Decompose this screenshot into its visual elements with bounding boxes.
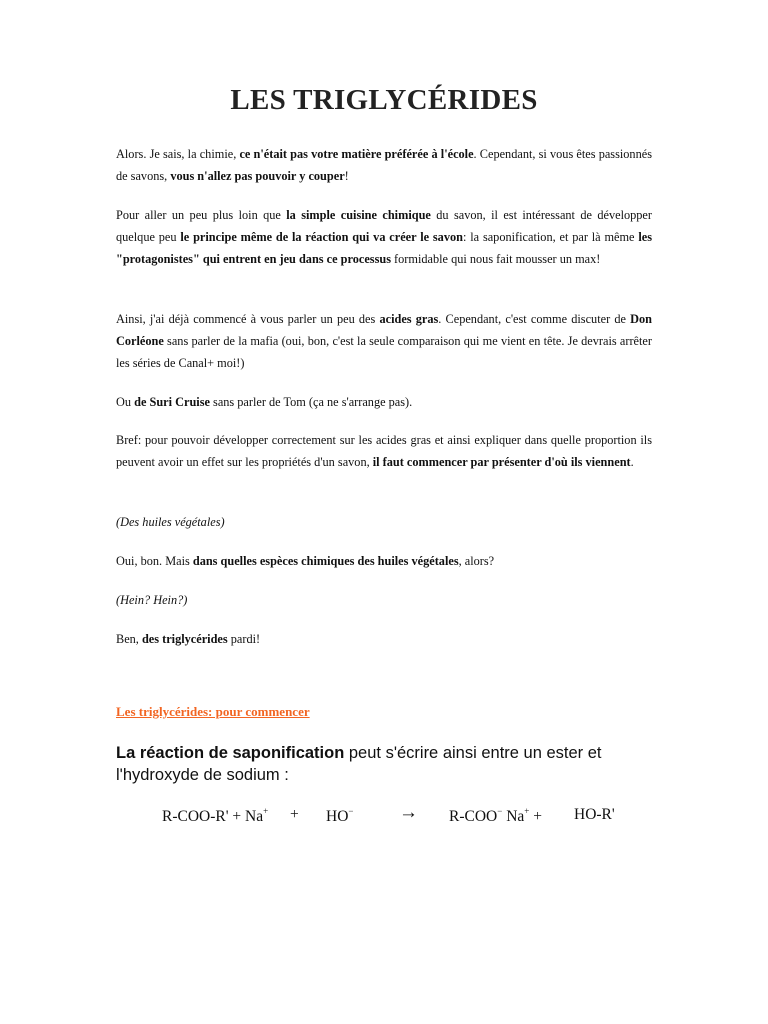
reactant-hydroxide bbox=[326, 806, 353, 826]
product-1-cation: Na bbox=[502, 808, 525, 825]
text-run: sans parler de la mafia (oui, bon, c'est la seule comparaison qui me vient en tête. Je devrais arrêter les séries de Canal+ moi!) bbox=[116, 334, 652, 370]
bold-run: dans quelles espèces chimiques des huiles végétales bbox=[192, 554, 459, 568]
saponification-intro bbox=[116, 742, 656, 786]
product-carboxylate bbox=[449, 806, 542, 826]
reactant-2: HO bbox=[326, 808, 349, 825]
text-run: Alors. Je sais, la chimie, bbox=[116, 147, 240, 161]
product-1: R-COO bbox=[449, 808, 498, 825]
reactant-ester-sodium bbox=[162, 806, 268, 826]
paragraph-3 bbox=[116, 308, 652, 374]
charge-superscript: − bbox=[348, 806, 354, 816]
plus-sign: + bbox=[290, 806, 299, 823]
italic-run: (Des huiles végétales) bbox=[116, 515, 225, 529]
page-title: LES TRIGLYCÉRIDES bbox=[230, 84, 538, 116]
paragraph-7 bbox=[116, 550, 652, 572]
text-run: Ainsi, j'ai déjà commencé à vous parler un peu des bbox=[116, 312, 380, 326]
bold-run: les "protagonistes" qui entrent en jeu dans ce processus bbox=[116, 230, 653, 266]
section-heading: Les triglycérides: pour commencer bbox=[116, 704, 310, 719]
text-run: . Cependant, c'est comme discuter de bbox=[438, 312, 631, 326]
bold-run: vous n'allez pas pouvoir y couper bbox=[170, 169, 345, 183]
bold-run: ce n'était pas votre matière préférée à l'école bbox=[239, 147, 474, 161]
text-run: : la saponification, et par là même bbox=[462, 230, 639, 244]
chemical-equation bbox=[0, 802, 768, 832]
paragraph-9 bbox=[116, 628, 652, 650]
reactant-1: R-COO-R' + Na bbox=[162, 808, 264, 825]
text-run: . Cependant, si vous êtes passionnés de savons, bbox=[116, 147, 652, 183]
text-run: peut s'écrire ainsi entre un ester et l'hydroxyde de sodium : bbox=[116, 744, 602, 784]
bold-run: la simple cuisine chimique bbox=[286, 208, 431, 222]
plus-sign: + bbox=[529, 808, 542, 825]
bold-run: La réaction de saponification bbox=[116, 744, 345, 762]
paragraph-4 bbox=[116, 391, 652, 413]
bold-run: il faut commencer par présenter d'où ils viennent bbox=[372, 455, 631, 469]
charge-superscript: + bbox=[263, 806, 269, 816]
bold-run: acides gras bbox=[379, 312, 439, 326]
paragraph-6 bbox=[116, 511, 652, 533]
text-run: , alors? bbox=[458, 554, 495, 568]
text-run: . bbox=[630, 455, 634, 469]
bold-run: de Suri Cruise bbox=[134, 395, 210, 409]
text-run: Ou bbox=[116, 395, 135, 409]
charge-superscript: + bbox=[524, 806, 530, 816]
paragraph-8 bbox=[116, 589, 652, 611]
bold-run: des triglycérides bbox=[141, 632, 228, 646]
text-run: formidable qui nous fait mousser un max! bbox=[390, 252, 601, 266]
bold-run: Don Corléone bbox=[116, 312, 652, 348]
paragraph-1 bbox=[116, 143, 652, 187]
product-alcohol: HO-R' bbox=[574, 806, 615, 823]
paragraph-5 bbox=[116, 429, 652, 473]
text-run: Oui, bon. Mais bbox=[116, 554, 193, 568]
text-run: ! bbox=[344, 169, 349, 183]
bold-run: le principe même de la réaction qui va créer le savon bbox=[180, 230, 463, 244]
paragraph-2 bbox=[116, 204, 652, 270]
text-run: Ben, bbox=[116, 632, 142, 646]
text-run: du savon, il est intéressant de développer quelque peu bbox=[116, 208, 652, 244]
italic-run: (Hein? Hein?) bbox=[116, 593, 188, 607]
charge-superscript: − bbox=[497, 806, 503, 816]
text-run: Pour aller un peu plus loin que bbox=[116, 208, 287, 222]
text-run: pardi! bbox=[227, 632, 261, 646]
text-run: Bref: pour pouvoir développer correctement sur les acides gras et ainsi expliquer dans quelle proportion ils peuvent avoir un effet sur les propriétés d'un savon, bbox=[116, 433, 652, 469]
text-run: sans parler de Tom (ça ne s'arrange pas). bbox=[209, 395, 413, 409]
reaction-arrow-icon: → bbox=[399, 802, 418, 823]
